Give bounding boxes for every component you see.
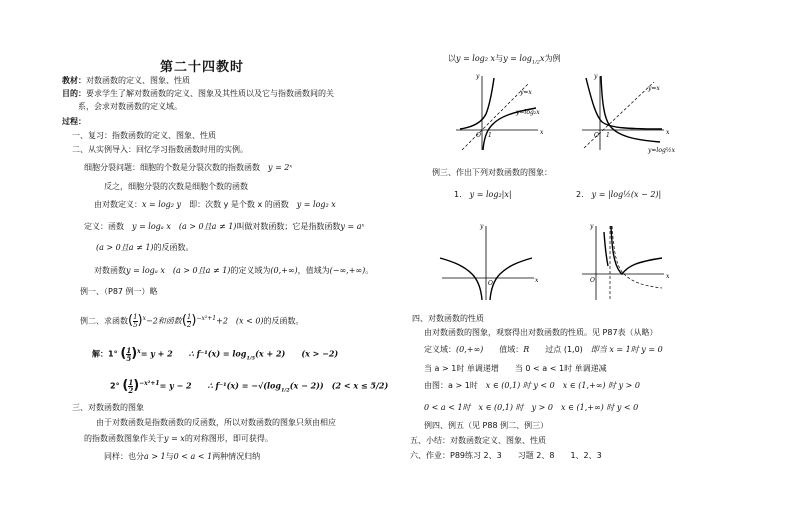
section-4-heading: 四、对数函数的性质 xyxy=(412,314,484,323)
section-5-summary: 五、小结：对数函数定义、图象、性质 xyxy=(410,436,546,445)
graph-4-abs-curve xyxy=(611,226,662,274)
example-2: 例二、求函数( $\frac{1}{5}$ )$^x$−2和函数( $\frac{1}{2}$ )$^{-x^2+1}$+2 (x < 0)的反函数。 xyxy=(80,312,304,329)
reverse-line: 反之，细胞分裂的次数是细胞个数的函数 xyxy=(104,182,248,191)
graph-3-x-label: x xyxy=(535,277,539,284)
review-line: 一、复习：指数函数的定义、图象、性质 xyxy=(72,131,216,140)
section-4-intro: 由对数函数的图象，观察得出对数函数的性质。见 P87表（从略） xyxy=(424,328,658,337)
example-intro-line: 二、从实例导入：回忆学习指数函数时用的实例。 xyxy=(72,145,248,154)
graph-1-exp-curve xyxy=(460,78,494,129)
example-3-item-2: 2. y = |log½(x − 2)| xyxy=(576,190,662,199)
graph-log2-abs xyxy=(438,222,538,302)
graph-2-x-label: x xyxy=(666,129,670,136)
graph-2-tick-one: 1 xyxy=(606,132,610,139)
cell-division-line: 细胞分裂问题：细胞的个数是分裂次数的指数函数 y = 2ˣ xyxy=(84,163,293,172)
section-3-line-2: 的指数函数图象作关于y = x的对称图形，即可获得。 xyxy=(84,434,273,443)
graph-3-left-branch xyxy=(440,258,482,300)
graph-log-half xyxy=(578,72,675,154)
graph-3-y-label: y xyxy=(480,223,484,230)
graph-abs-log-half-shift xyxy=(578,222,668,302)
graph-4-origin: O xyxy=(590,277,595,284)
example-3-heading: 例三、作出下列对数函数的图象： xyxy=(432,168,552,177)
goal-line-1: 目的：要求学生了解对数函数的定义、图象及其性质以及它与指数函数间的关 xyxy=(62,89,334,98)
graph-1-log-label: y=log₂x xyxy=(516,109,540,116)
examples-4-5: 例四、例五（见 P88 例二、例三） xyxy=(424,421,549,430)
section-6-homework: 六、作业：P89练习 2、3 习题 2、8 1、2、3 xyxy=(410,451,602,460)
goal-line-2: 系，会求对数函数的定义域。 xyxy=(78,102,182,111)
graph-1-origin: O xyxy=(476,132,481,139)
graph-2-log-label: y=log½x xyxy=(648,147,675,154)
graph-4-left-stroke xyxy=(604,232,608,266)
process-label: 过程： xyxy=(62,117,86,126)
section-4-domain: 定义域：(0,+∞) 值域：R 过点 (1,0) 即当 x = 1时 y = 0 xyxy=(424,345,663,354)
graph-2-origin: O xyxy=(594,132,599,139)
log-definition-line: 由对数定义：x = log₂ y 即：次数 y 是个数 x 的函数 y = log₂ x xyxy=(94,200,336,209)
graph-2-yx-label: y=x xyxy=(648,85,660,92)
section-3-heading: 三、对数函数的图象 xyxy=(72,403,144,412)
graphs-caption: 以y = log₂ x与$y = \log_{1/2}x$为例 xyxy=(448,54,561,66)
graph-1-line-yx xyxy=(462,84,528,150)
graph-1-x-label: x xyxy=(540,129,544,136)
solution-1: 解：1° ( $\frac{1}{5}$ )$^x$= y + 2 ∴ $f^{-1}(x) = \log_{1/5}(x + 2)$ (x > −2) xyxy=(92,345,339,363)
section-3-line-1: 由于对数函数是指数函数的反函数，所以对数函数的图象只须由相应 xyxy=(96,418,336,427)
section-3-line-3: 同样：也分a > 1与0 < a < 1两种情况归纳 xyxy=(104,452,261,461)
graph-3-right-branch xyxy=(490,258,532,300)
solution-2: 2° ( $\frac{1}{2}$ )$^{-x^2+1}$= y − 2 ∴ $f^{-1}(x) = -√(\log_{1/2}(x - 2))$ (2 < x ≤ 5/2) xyxy=(110,377,389,395)
graph-3-origin: O xyxy=(488,280,493,287)
inverse-line: (a > 0且a ≠ 1)的反函数。 xyxy=(96,243,194,252)
graph-4-y-label: y xyxy=(590,223,594,230)
material-line: 教材：对数函数的定义、图象、性质 xyxy=(62,76,190,85)
graph-1-yx-label: y=x xyxy=(520,89,532,96)
domain-range-line: 对数函数y = logₐ x (a > 0且a ≠ 1)的定义域为(0,+∞)，值域为(−∞,+∞)。 xyxy=(94,266,374,275)
graph-1-y-label: y xyxy=(476,73,480,80)
section-4-sign-a-lt-1: 0 < a < 1时 x ∈ (0,1) 时 y > 0 x ∈ (1,+∞) 时 y < 0 xyxy=(424,403,639,412)
section-4-sign-a-gt-1: 由图：a > 1时 x ∈ (0,1) 时 y < 0 x ∈ (1,+∞) 时 y > 0 xyxy=(424,381,640,390)
example-3-item-1: 1. y = log₂|x| xyxy=(454,190,512,199)
graph-log2 xyxy=(452,72,542,152)
page-title: 第二十四教时 xyxy=(160,60,245,75)
graph-2-y-label: y xyxy=(594,73,598,80)
graph-1-tick-one: 1 xyxy=(488,132,492,139)
definition-line: 定义：函数 y = logₐ x (a > 0且a ≠ 1)叫做对数函数；它是指数函数y = aˣ xyxy=(84,222,365,231)
graph-4-x-label: x xyxy=(666,273,670,280)
section-4-monotonic: 当 a > 1时 单调递增 当 0 < a < 1时 单调递减 xyxy=(424,364,607,373)
graph-4-dashed-curve xyxy=(612,226,662,288)
example-1: 例一、（P87 例一）略 xyxy=(80,287,158,296)
